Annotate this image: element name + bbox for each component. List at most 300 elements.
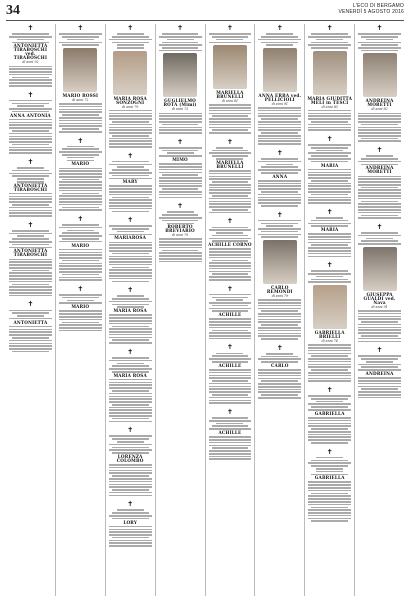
cross-icon: ✝ [127,286,134,295]
text-line [311,507,348,509]
text-line [109,242,152,244]
text-line [209,372,252,374]
text-line [159,197,202,199]
deceased-age: di anni 72 [72,97,89,102]
deceased-name: MARIO [71,161,90,167]
text-line [258,39,301,41]
text-line [209,338,252,340]
obituary-notice [307,24,352,131]
text-line [209,445,252,447]
text-line [9,264,52,266]
cross-icon: ✝ [27,300,34,309]
text-line [159,180,202,182]
text-line [9,173,52,175]
obituary-notice [208,138,253,214]
text-line [162,42,199,44]
text-line [9,79,52,81]
header-rule [6,20,404,21]
text-line [59,181,102,183]
cross-icon: ✝ [227,137,233,146]
text-line [159,36,202,38]
portrait-photo [263,48,297,92]
column-4 [155,24,205,596]
text-line [209,383,252,385]
text-line [258,321,301,323]
portrait-photo [313,51,347,95]
text-line [109,398,152,400]
text-line [109,127,152,129]
deceased-age: di anni 75 [171,107,189,112]
text-line [62,238,99,240]
text-line [109,110,152,112]
text-line [358,192,401,194]
text-line [308,124,351,126]
text-line [209,198,252,200]
text-line [358,383,401,385]
text-line [159,129,202,131]
text-line [59,313,102,315]
text-line [109,492,152,494]
text-line [9,152,52,154]
text-line [62,179,99,181]
text-line [258,369,301,371]
column-7 [304,24,354,596]
text-line [67,230,94,232]
text-line [112,404,149,406]
text-line [308,431,351,433]
text-line [209,265,252,267]
text-line [209,335,252,337]
text-line [109,314,152,316]
text-line [358,332,401,334]
deceased-age: di anni 82 [371,107,388,112]
obituary-notice [108,24,153,148]
text-line [159,132,202,134]
text-line [308,436,351,438]
text-line [9,281,52,283]
text-line [109,540,152,542]
text-line [59,117,102,119]
text-line [159,258,202,260]
text-line [308,183,351,185]
text-line [258,202,301,204]
obituary-notice [208,408,253,460]
portrait-photo [113,51,147,95]
text-line [358,195,401,197]
text-line [112,447,149,449]
column-5 [205,24,255,596]
text-line [316,468,343,470]
text-line [159,194,202,196]
text-line [308,375,351,377]
obituary-notice [158,24,203,134]
text-line [358,217,401,219]
text-line [261,236,298,238]
text-line [9,210,52,212]
text-line [209,107,252,109]
text-line [311,180,348,182]
text-line [361,44,398,46]
text-line [209,187,252,189]
deceased-name: LORENZA COLOMBO [116,453,144,463]
text-line [258,299,301,301]
text-line [209,170,252,172]
text-line [109,164,152,166]
text-line [258,319,301,321]
text-line [366,155,393,157]
text-line [109,146,152,148]
text-line [311,369,348,371]
text-line [311,42,348,44]
text-line [209,450,252,452]
text-line [159,255,202,257]
text-line [109,301,152,303]
deceased-name: CARLO [270,363,289,369]
text-line [109,401,152,403]
text-line [117,44,144,46]
text-line [17,39,44,41]
text-line [109,449,152,451]
text-line [358,121,401,123]
obituary-notice [8,24,53,87]
text-line [358,394,401,396]
masthead [338,3,404,15]
text-line [308,256,351,258]
text-line [59,279,102,281]
deceased-name: MARIA ROSA [113,308,147,314]
text-line [9,198,52,200]
text-line [308,127,351,129]
cross-icon: ✝ [27,157,34,166]
text-line [109,526,152,528]
text-line [308,115,351,117]
text-line [59,249,102,251]
text-line [361,240,398,242]
text-line [109,143,152,145]
text-line [308,177,351,179]
text-line [316,276,343,278]
text-line [366,39,393,41]
text-line [109,379,152,381]
text-line [358,377,401,379]
text-line [308,281,351,283]
text-line [9,329,52,331]
text-line [308,490,351,492]
text-line [209,152,252,154]
text-line [9,275,52,277]
text-line [59,235,102,237]
text-line [209,294,252,296]
text-line [109,256,152,258]
text-line [109,199,152,201]
text-line [209,442,252,444]
cross-icon: ✝ [177,137,183,146]
text-line [109,115,152,117]
text-line [9,133,52,135]
text-line [59,176,102,178]
obituary-notice [8,158,53,217]
text-line [266,44,293,46]
text-line [258,372,301,374]
text-line [258,143,301,145]
obituary-notice [108,216,153,282]
text-line [159,244,202,246]
text-line [59,151,102,153]
text-line [109,421,152,423]
text-line [261,118,298,120]
obituary-notice [257,211,302,340]
text-line [62,148,99,150]
text-line [258,302,301,304]
cross-icon: ✝ [77,284,84,293]
text-line [258,140,301,142]
text-line [361,36,398,38]
text-line [316,401,343,403]
text-line [109,188,152,190]
text-line [308,350,351,352]
text-line [216,39,243,41]
text-line [109,407,152,409]
text-line [67,157,94,159]
text-line [9,108,52,110]
text-line [17,167,44,169]
text-line [258,220,301,222]
text-line [308,380,351,382]
text-line [109,39,152,41]
text-line [62,297,99,299]
text-line [308,144,351,146]
text-line [17,105,44,107]
column-6 [254,24,304,596]
text-line [117,509,144,511]
text-line [112,438,149,440]
text-line [209,318,252,320]
text-line [308,347,351,349]
text-line [112,169,149,171]
text-line [311,428,348,430]
text-line [109,317,152,319]
text-line [258,316,301,318]
text-line [9,85,52,87]
cross-icon: ✝ [276,24,283,32]
text-line [109,481,152,483]
text-line [308,462,351,464]
deceased-name: ANTONIETTA TIRABOSCHI [13,248,48,258]
portrait-photo [313,285,347,329]
text-line [261,42,298,44]
deceased-name: GABRIELLA BRIELLI [314,330,345,339]
cross-icon: ✝ [326,134,333,143]
text-line [311,460,348,462]
column-2 [55,24,105,596]
text-line [209,271,252,273]
text-line [112,489,149,491]
text-line [308,273,351,275]
text-line [9,127,52,129]
text-line [311,493,348,495]
text-line [9,201,52,203]
cross-icon: ✝ [227,407,233,416]
text-line [358,391,401,393]
deceased-age: di anni 83 [321,104,338,109]
text-line [67,146,94,148]
text-line [12,244,49,246]
text-line [358,118,401,120]
text-line [59,316,102,318]
deceased-name: ANTONIETTA [13,319,48,325]
text-line [308,504,351,506]
text-line [9,272,52,274]
text-line [308,250,351,252]
text-line [9,310,52,312]
text-line [9,124,52,126]
text-line [258,391,301,393]
text-line [109,409,152,411]
text-line [12,33,49,35]
portrait-photo [163,53,197,97]
text-line [109,118,152,120]
text-line [209,118,252,120]
deceased-name: MARIA ROSA [113,372,147,378]
text-line [9,138,52,140]
text-line [209,375,252,377]
text-line [258,313,301,315]
text-line [159,44,202,46]
text-line [159,185,202,187]
text-line [209,332,252,334]
cross-icon: ✝ [227,284,233,293]
text-line [209,327,252,329]
text-line [12,270,49,272]
deceased-name: ANNA ANTONIA [9,112,51,118]
deceased-name: MARIA [320,227,339,233]
text-line [109,132,152,134]
text-line [109,337,152,339]
text-line [308,364,351,366]
deceased-name: MIMO [172,157,188,163]
text-line [112,365,149,367]
text-line [9,74,52,76]
text-line [209,121,252,123]
deceased-age: di anni 79 [171,233,189,238]
text-line [112,512,149,514]
obituary-notice [58,137,103,211]
cross-icon: ✝ [127,216,134,225]
text-line [361,138,398,140]
text-line [308,110,351,112]
cross-icon: ✝ [276,148,283,157]
text-line [358,316,401,318]
text-line [212,297,249,299]
text-line [159,241,202,243]
text-line [258,389,301,391]
text-line [109,247,152,249]
text-line [358,33,401,35]
portrait-photo [263,240,297,284]
text-line [358,115,401,117]
text-line [258,335,301,337]
text-line [308,118,351,120]
obituary-notice [158,138,203,198]
text-line [209,262,252,264]
text-line [358,140,401,142]
text-line [12,175,49,177]
text-line [59,254,102,256]
text-line [9,233,52,235]
portrait-photo [363,247,397,291]
text-line [112,197,149,199]
text-line [9,292,52,294]
text-line [361,388,398,390]
text-line [159,118,202,120]
text-line [261,36,298,38]
text-line [308,44,351,46]
text-line [212,209,249,211]
text-line [112,475,149,477]
text-line [162,124,199,126]
cross-icon: ✝ [376,346,383,355]
text-line [17,235,44,237]
text-line [109,185,152,187]
text-line [12,103,49,105]
deceased-name: ACHILLE [218,312,242,318]
text-line [258,115,301,117]
obituary-notice [8,91,53,154]
text-line [59,190,102,192]
text-line [316,471,343,473]
text-line [209,302,252,304]
text-line [159,217,202,219]
deceased-name: ANNA [272,173,288,179]
text-line [258,199,301,201]
deceased-name: MARIO [71,242,90,248]
cross-icon: ✝ [326,385,333,394]
text-line [358,181,401,183]
text-line [358,397,401,399]
text-line [261,324,298,326]
text-line [308,152,351,154]
text-line [62,154,99,156]
deceased-name: MARIO [71,304,90,310]
text-line [209,358,252,360]
text-line [59,120,102,122]
text-line [258,138,301,140]
text-line [59,201,102,203]
text-line [112,228,149,230]
text-line [112,281,149,283]
text-line [209,276,252,278]
text-line [311,406,348,408]
text-line [9,289,52,291]
text-line [109,323,152,325]
deceased-name: GABRIELLA [314,410,345,416]
text-line [109,529,152,531]
text-line [9,193,52,195]
deceased-age: di anni 92 [22,60,39,65]
deceased-age: di anni 74 [321,339,338,343]
text-line [261,380,298,382]
text-line [308,253,351,255]
text-line [109,244,152,246]
text-line [316,217,343,219]
paper-name: L'ECO DI BERGAMO [352,3,404,9]
text-line [209,456,252,458]
text-line [358,235,401,237]
text-line [109,208,152,210]
text-line [258,124,301,126]
deceased-name: GIUSEPPA GUALDI ved. Nava [363,291,396,305]
text-line [308,417,351,419]
